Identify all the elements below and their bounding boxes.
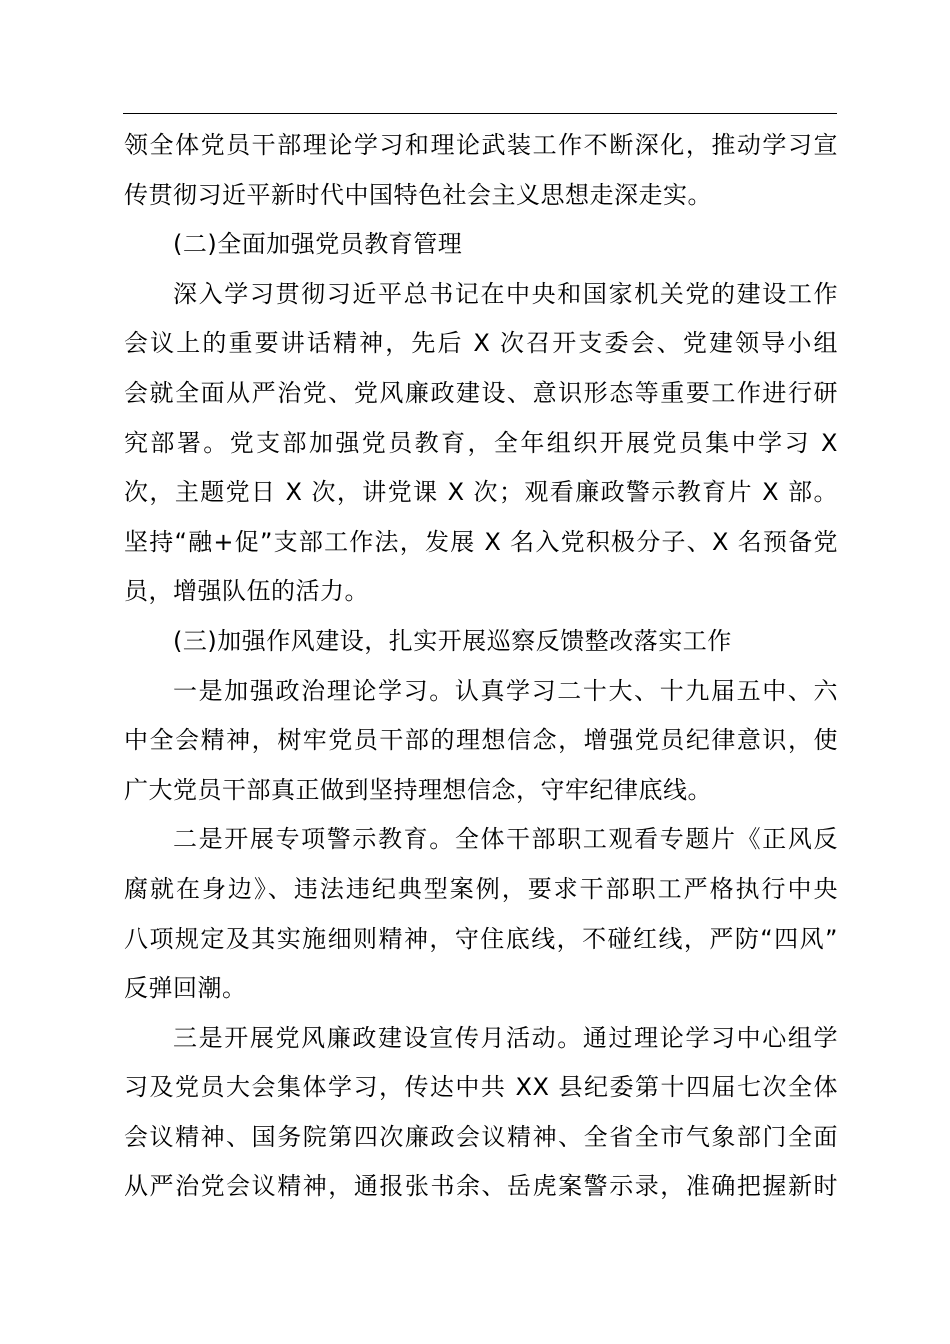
text-line: 八项规定及其实施细则精神，守住底线，不碰红线，严防“四风” <box>124 924 838 953</box>
text-line: 深入学习贯彻习近平总书记在中央和国家机关党的建设工作 <box>173 279 838 308</box>
text-line: 会就全面从严治党、党风廉政建设、意识形态等重要工作进行研 <box>124 378 838 407</box>
text-line: 三是开展党风廉政建设宣传月活动。通过理论学习中心组学 <box>173 1023 838 1052</box>
text-line: 反弹回潮。 <box>124 974 247 1003</box>
text-line: 从严治党会议精神，通报张书余、岳虎案警示录，准确把握新时 <box>124 1172 838 1201</box>
header-rule <box>123 113 837 114</box>
section-heading-3: (三)加强作风建设，扎实开展巡察反馈整改落实工作 <box>173 626 732 655</box>
document-body <box>124 121 838 1212</box>
text-line: 次，主题党日 X 次，讲党课 X 次；观看廉政警示教育片 X 部。 <box>124 478 838 507</box>
paragraph-integrity-month <box>124 1014 838 1212</box>
paragraph-party-education <box>124 270 838 617</box>
text-line: 领全体党员干部理论学习和理论武装工作不断深化，推动学习宣 <box>124 131 838 159</box>
text-line: 广大党员干部真正做到坚持理想信念，守牢纪律底线。 <box>124 775 712 804</box>
text-line: 中全会精神，树牢党员干部的理想信念，增强党员纪律意识，使 <box>124 726 838 755</box>
section-heading-2: (二)全面加强党员教育管理 <box>173 230 463 259</box>
paragraph-warning-education <box>124 815 838 1013</box>
text-line: 坚持“融+促”支部工作法，发展 X 名入党积极分子、X 名预备党 <box>124 527 838 556</box>
paragraph-continuation <box>124 121 838 220</box>
text-line: 究部署。党支部加强党员教育，全年组织开展党员集中学习 X <box>124 428 838 457</box>
text-line: 员，增强队伍的活力。 <box>124 577 369 606</box>
text-line: 腐就在身边》、违法违纪典型案例，要求干部职工严格执行中央 <box>124 874 838 903</box>
text-line: 传贯彻习近平新时代中国特色社会主义思想走深走实。 <box>124 180 712 209</box>
text-line: 一是加强政治理论学习。认真学习二十大、十九届五中、六 <box>173 676 838 705</box>
text-line: 会议上的重要讲话精神，先后 X 次召开支委会、党建领导小组 <box>124 329 838 358</box>
text-line: 会议精神、国务院第四次廉政会议精神、全省全市气象部门全面 <box>124 1122 838 1151</box>
text-line: 二是开展专项警示教育。全体干部职工观看专题片《正风反 <box>173 825 838 854</box>
paragraph-political-study <box>124 667 838 816</box>
text-line: 习及党员大会集体学习，传达中共 XX 县纪委第十四届七次全体 <box>124 1073 838 1102</box>
